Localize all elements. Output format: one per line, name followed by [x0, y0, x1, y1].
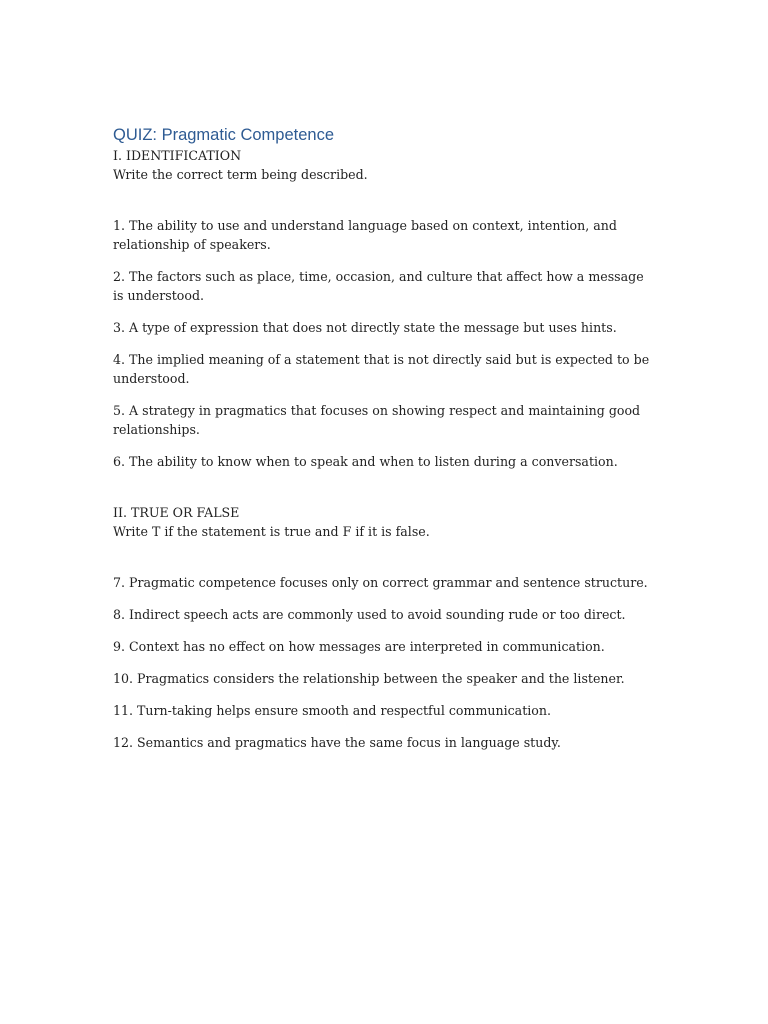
- document-body: [113, 124, 658, 765]
- section-heading: I. IDENTIFICATION: [113, 148, 242, 163]
- question-item: 4. The implied meaning of a statement that is not directly said but is expected to be understood.: [113, 352, 650, 386]
- question-item: 9. Context has no effect on how messages are interpreted in communication.: [113, 639, 605, 654]
- question-item: 7. Pragmatic competence focuses only on correct grammar and sentence structure.: [113, 575, 648, 590]
- question-item: 11. Turn-taking helps ensure smooth and respectful communication.: [113, 703, 551, 718]
- question-item: 8. Indirect speech acts are commonly used to avoid sounding rude or too direct.: [113, 607, 626, 622]
- question-item: 5. A strategy in pragmatics that focuses on showing respect and maintaining good relationships.: [113, 403, 641, 437]
- quiz-title: QUIZ: Pragmatic Competence: [113, 126, 334, 144]
- section-spacer: [113, 484, 658, 503]
- question-item: 3. A type of expression that does not directly state the message but uses hints.: [113, 320, 617, 335]
- question-item: 2. The factors such as place, time, occasion, and culture that affect how a message is understood.: [113, 269, 644, 303]
- question-item: 1. The ability to use and understand language based on context, intention, and relationship of speakers.: [113, 218, 617, 252]
- section-instruction: Write the correct term being described.: [113, 167, 368, 182]
- question-item: 12. Semantics and pragmatics have the same focus in language study.: [113, 735, 561, 750]
- question-item: 6. The ability to know when to speak and when to listen during a conversation.: [113, 454, 618, 469]
- section-heading: II. TRUE OR FALSE: [113, 505, 240, 520]
- section-identification: [113, 146, 658, 471]
- section-true-or-false: [113, 503, 658, 752]
- section-instruction: Write T if the statement is true and F if it is false.: [113, 524, 430, 539]
- question-item: 10. Pragmatics considers the relationship between the speaker and the listener.: [113, 671, 625, 686]
